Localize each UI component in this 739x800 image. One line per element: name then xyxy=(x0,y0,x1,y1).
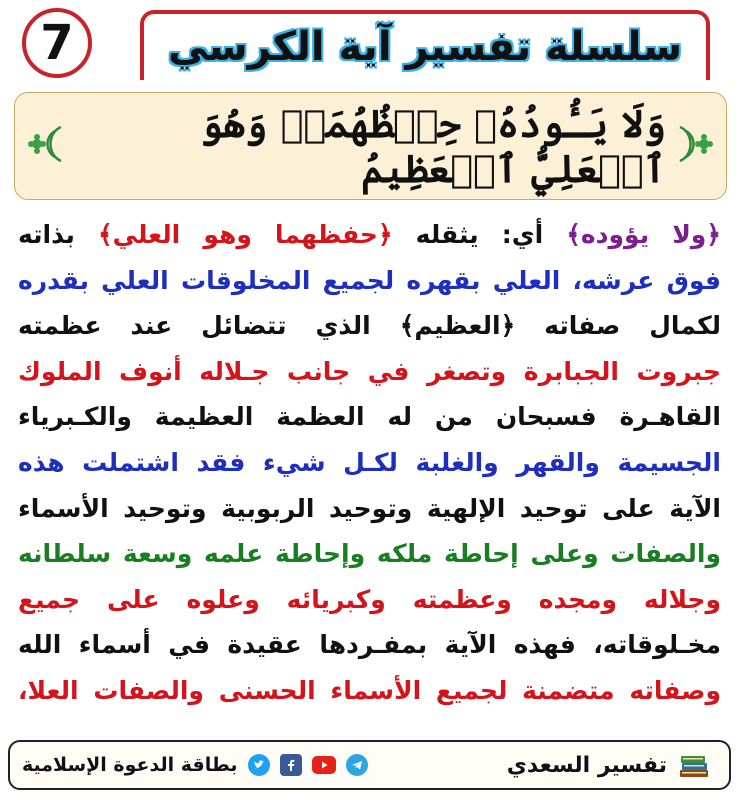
brand-name: بطاقة الدعوة الإسلامية xyxy=(22,754,238,776)
body-text-segment: ﴿ولا يؤوده﴾ xyxy=(543,220,721,249)
body-text-segment: فوق عرشه، العلي بقهره لجميع المخلوقات العلي بقدره xyxy=(18,265,721,295)
body-line xyxy=(18,668,721,714)
body-text-segment: بذاته xyxy=(18,220,75,249)
footer-source-group xyxy=(507,750,711,780)
body-text-segment: الذي تتضائل عند عظمته xyxy=(18,311,371,341)
body-line xyxy=(18,258,721,304)
telegram-icon[interactable] xyxy=(346,754,368,776)
footer-bar xyxy=(8,740,731,790)
body-text-segment: ﴿العظيم﴾ xyxy=(370,311,516,341)
page-title: سلسلة تفسير آية الكرسي xyxy=(167,24,683,70)
series-number: 7 xyxy=(40,15,74,71)
body-text-segment: جبروت الجبابرة وتصغر في جانب جـلاله أنوف الملوك xyxy=(18,356,721,386)
body-line xyxy=(18,531,721,577)
series-number-badge xyxy=(22,8,92,78)
body-text-segment: وصفاته متضمنة لجميع الأسماء الحسنى والصفات العلا، xyxy=(18,675,721,705)
youtube-icon[interactable] xyxy=(312,756,336,774)
verse-text: وَلَا يَـُٔودُهُۥ حِفۡظُهُمَاۚ وَهُوَ ٱلۡعَلِيُّ ٱلۡعَظِيمُ xyxy=(200,101,666,191)
twitter-icon[interactable] xyxy=(248,754,270,776)
body-text-segment: ﴿حفظهما وهو العلي﴾ xyxy=(74,220,393,249)
title-banner xyxy=(140,10,710,80)
body-text-segment: مخـلوقاته، فهذه الآية بمفـردها عقيدة في أسماء الله xyxy=(18,630,721,660)
body-text-segment: وجلاله ومجده وعظمته وكبريائه وعلوه على جميع xyxy=(18,584,721,614)
tafsir-body xyxy=(18,212,721,714)
left-ornament-icon xyxy=(23,121,69,167)
body-line xyxy=(18,440,721,486)
body-line xyxy=(18,349,721,395)
body-line xyxy=(18,394,721,440)
body-line xyxy=(18,212,721,258)
body-text-segment: القاهـرة فسبحان من له العظمة العظيمة والكـبرياء xyxy=(18,402,721,432)
body-text-segment: والصفات وعلى إحاطة ملكه وإحاطة علمه وسعة سلطانه xyxy=(18,539,721,569)
body-line xyxy=(18,577,721,623)
footer-brand-group xyxy=(22,754,368,776)
verse-panel xyxy=(14,92,727,200)
facebook-icon[interactable] xyxy=(280,754,302,776)
body-line xyxy=(18,622,721,668)
body-line xyxy=(18,303,721,349)
body-text-segment: لكمال صفاته xyxy=(515,311,721,341)
right-ornament-icon xyxy=(672,121,718,167)
body-text-segment: الآية على توحيد الإلهية وتوحيد الربوبية وتوحيد الأسماء xyxy=(18,493,721,523)
body-text-segment: أي: يثقله xyxy=(392,220,544,249)
books-icon xyxy=(677,750,711,780)
body-text-segment: الجسيمة والقهر والغلبة لكـل شيء فقد اشتملت هذه xyxy=(18,447,721,477)
body-line xyxy=(18,486,721,532)
source-label: تفسير السعدي xyxy=(506,752,667,778)
